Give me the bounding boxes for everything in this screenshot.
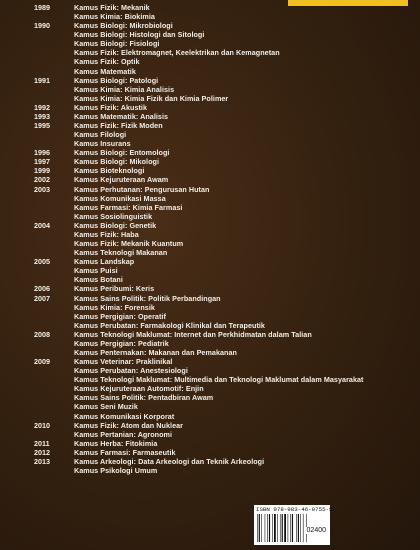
list-item (34, 466, 414, 475)
entry-year: 1992 (34, 102, 50, 112)
entry-title: Kamus Farmasi: Kimia Farmasi (74, 202, 183, 212)
entry-title: Kamus Kimia: Forensik (74, 302, 155, 312)
list-item (34, 194, 414, 203)
entry-year (34, 266, 74, 275)
barcode-label (254, 505, 333, 545)
price-code: 02400 (306, 527, 326, 534)
entry-title: Kamus Biologi: Mikologi (74, 157, 160, 167)
entry-year: 2007 (34, 293, 50, 303)
list-item (34, 3, 414, 12)
list-item (34, 239, 414, 248)
entry-year (34, 384, 74, 393)
entry-year: 2011 (34, 438, 50, 448)
entry-title: Kamus Perubatan: Farmakologi Klinikal dan Terapeutik (74, 320, 265, 330)
entry-year (34, 366, 74, 375)
entry-title: Kamus Penternakan: Makanan dan Pemakanan (74, 347, 237, 357)
entry-title: Kamus Fizik: Haba (74, 229, 139, 239)
list-item (34, 375, 414, 384)
entry-year (34, 12, 74, 21)
entry-title: Kamus Puisi (74, 266, 118, 276)
list-item (34, 30, 414, 39)
entry-year (34, 130, 74, 139)
entry-title: Kamus Veterinar: Praklinikal (74, 357, 173, 367)
entry-year (34, 194, 74, 203)
list-item (34, 439, 414, 448)
entry-title: Kamus Kejuruteraan Awam (74, 175, 169, 185)
entry-year (34, 275, 74, 284)
entry-year (34, 85, 74, 94)
entry-year (34, 67, 74, 76)
entry-title: Kamus Pertanian: Agronomi (74, 429, 173, 439)
list-item (34, 21, 414, 30)
entry-year: 2003 (34, 184, 50, 194)
list-item (34, 303, 414, 312)
entry-title: Kamus Sosiolinguistik (74, 211, 153, 221)
entry-title: Kamus Komunikasi Massa (74, 193, 166, 203)
list-item (34, 212, 414, 221)
list-item (34, 221, 414, 230)
list-item (34, 39, 414, 48)
entry-year (34, 39, 74, 48)
entry-title: Kamus Arkeologi: Data Arkeologi dan Teknik Arkeologi (74, 456, 265, 466)
entry-title: Kamus Kimia: Kimia Analisis (74, 84, 175, 94)
entry-year (34, 348, 74, 357)
entry-title: Kamus Biologi: Patologi (74, 75, 159, 85)
entry-year: 1990 (34, 21, 50, 31)
entry-title: Kamus Landskap (74, 257, 135, 267)
entry-year (34, 94, 74, 103)
list-item (34, 348, 414, 357)
list-item (34, 357, 414, 366)
entry-title: Kamus Biologi: Histologi dan Sitologi (74, 30, 205, 40)
entry-title: Kamus Fizik: Optik (74, 57, 140, 67)
entry-year (34, 139, 74, 148)
entry-year (34, 375, 74, 384)
list-item (34, 402, 414, 411)
entry-title: Kamus Perubatan: Anestesiologi (74, 366, 188, 376)
list-item (34, 384, 414, 393)
list-item (34, 275, 414, 284)
entry-title: Kamus Fizik: Akustik (74, 102, 148, 112)
entry-year: 2008 (34, 329, 50, 339)
list-item (34, 230, 414, 239)
entry-year: 2006 (34, 284, 50, 294)
entry-title: Kamus Matematik: Analisis (74, 111, 169, 121)
entry-year: 1996 (34, 148, 50, 158)
entry-title: Kamus Teknologi Maklumat: Multimedia dan Teknologi Maklumat dalam Masyarakat (74, 375, 364, 385)
entry-year: 1995 (34, 121, 50, 131)
list-item (34, 312, 414, 321)
entry-title: Kamus Perhutanan: Pengurusan Hutan (74, 184, 210, 194)
entry-year (34, 303, 74, 312)
entry-title: Kamus Filologi (74, 130, 127, 140)
entry-year: 2004 (34, 220, 50, 230)
list-item (34, 266, 414, 275)
entry-title: Kamus Teknologi Maklumat: Internet dan Perkhidmatan dalam Talian (74, 329, 312, 339)
list-item (34, 12, 414, 21)
entry-year (34, 239, 74, 248)
entry-title: Kamus Peribumi: Keris (74, 284, 155, 294)
entry-title: Kamus Psikologi Umum (74, 465, 158, 475)
entry-title: Kamus Kimia: Biokimia (74, 12, 155, 22)
entry-year: 2005 (34, 257, 50, 267)
entry-title: Kamus Fizik: Atom dan Nuklear (74, 420, 184, 430)
entry-title: Kamus Seni Muzik (74, 402, 138, 412)
entry-title: Kamus Kimia: Kimia Fizik dan Kimia Polimer (74, 93, 229, 103)
entry-year (34, 57, 74, 66)
list-item (34, 85, 414, 94)
entry-title: Kamus Farmasi: Farmaseutik (74, 447, 176, 457)
list-item (34, 248, 414, 257)
entry-year: 1999 (34, 166, 50, 176)
entry-title: Kamus Herba: Fitokimia (74, 438, 158, 448)
entry-year (34, 393, 74, 402)
list-item (34, 48, 414, 57)
entry-year: 1993 (34, 111, 50, 121)
entry-title: Kamus Pergigian: Pediatrik (74, 338, 169, 348)
list-item (34, 366, 414, 375)
entry-title: Kamus Sains Politik: Politik Perbandingan (74, 293, 221, 303)
list-item (34, 339, 414, 348)
entry-title: Kamus Fizik: Fizik Moden (74, 121, 163, 131)
entry-title: Kamus Sains Politik: Pentadbiran Awam (74, 393, 214, 403)
list-item (34, 175, 414, 184)
publication-list (34, 3, 414, 475)
list-item (34, 448, 414, 457)
list-item (34, 130, 414, 139)
entry-year (34, 203, 74, 212)
list-item (34, 294, 414, 303)
list-item (34, 139, 414, 148)
entry-year: 2002 (34, 175, 50, 185)
list-item (34, 76, 414, 85)
list-item (34, 330, 414, 339)
list-item (34, 257, 414, 266)
list-item (34, 94, 414, 103)
list-item (34, 57, 414, 66)
entry-title: Kamus Fizik: Elektromagnet, Keelektrikan dan Kemagnetan (74, 48, 280, 58)
list-item (34, 203, 414, 212)
entry-year (34, 48, 74, 57)
list-item (34, 412, 414, 421)
list-item (34, 393, 414, 402)
list-item (34, 457, 414, 466)
entry-year: 2012 (34, 447, 50, 457)
list-item (34, 121, 414, 130)
entry-year (34, 230, 74, 239)
entry-title: Kamus Biologi: Entomologi (74, 148, 170, 158)
entry-title: Kamus Teknologi Makanan (74, 248, 168, 258)
entry-year (34, 412, 74, 421)
entry-year (34, 466, 74, 475)
entry-year: 2010 (34, 420, 50, 430)
entry-title: Kamus Insurans (74, 139, 131, 149)
entry-year: 1997 (34, 157, 50, 167)
entry-title: Kamus Biologi: Fisiologi (74, 39, 160, 49)
entry-title: Kamus Botani (74, 275, 123, 285)
list-item (34, 166, 414, 175)
list-item (34, 112, 414, 121)
entry-year (34, 30, 74, 39)
entry-year (34, 339, 74, 348)
list-item (34, 103, 414, 112)
entry-year: 2009 (34, 357, 50, 367)
entry-year: 1989 (34, 3, 50, 12)
entry-year: 2013 (34, 456, 50, 466)
list-item (34, 430, 414, 439)
list-item (34, 284, 414, 293)
list-item (34, 421, 414, 430)
entry-title: Kamus Matematik (74, 66, 136, 76)
list-item (34, 67, 414, 76)
entry-year (34, 212, 74, 221)
entry-year (34, 402, 74, 411)
list-item (34, 185, 414, 194)
entry-year (34, 430, 74, 439)
entry-title: Kamus Pergigian: Operatif (74, 311, 166, 321)
list-item (34, 157, 414, 166)
entry-title: Kamus Fizik: Mekanik (74, 3, 150, 12)
entry-year (34, 248, 74, 257)
entry-title: Kamus Bioteknologi (74, 166, 145, 176)
entry-title: Kamus Komunikasi Korporat (74, 411, 175, 421)
entry-year: 1991 (34, 75, 50, 85)
entry-year (34, 321, 74, 330)
entry-title: Kamus Kejuruteraan Automotif: Enjin (74, 384, 204, 394)
entry-title: Kamus Biologi: Genetik (74, 220, 157, 230)
isbn-text: ISBN 978-983-46-0755-5 (256, 506, 333, 513)
list-item (34, 321, 414, 330)
entry-title: Kamus Biologi: Mikrobiologi (74, 21, 173, 31)
list-item (34, 148, 414, 157)
entry-title: Kamus Fizik: Mekanik Kuantum (74, 239, 184, 249)
entry-year (34, 312, 74, 321)
